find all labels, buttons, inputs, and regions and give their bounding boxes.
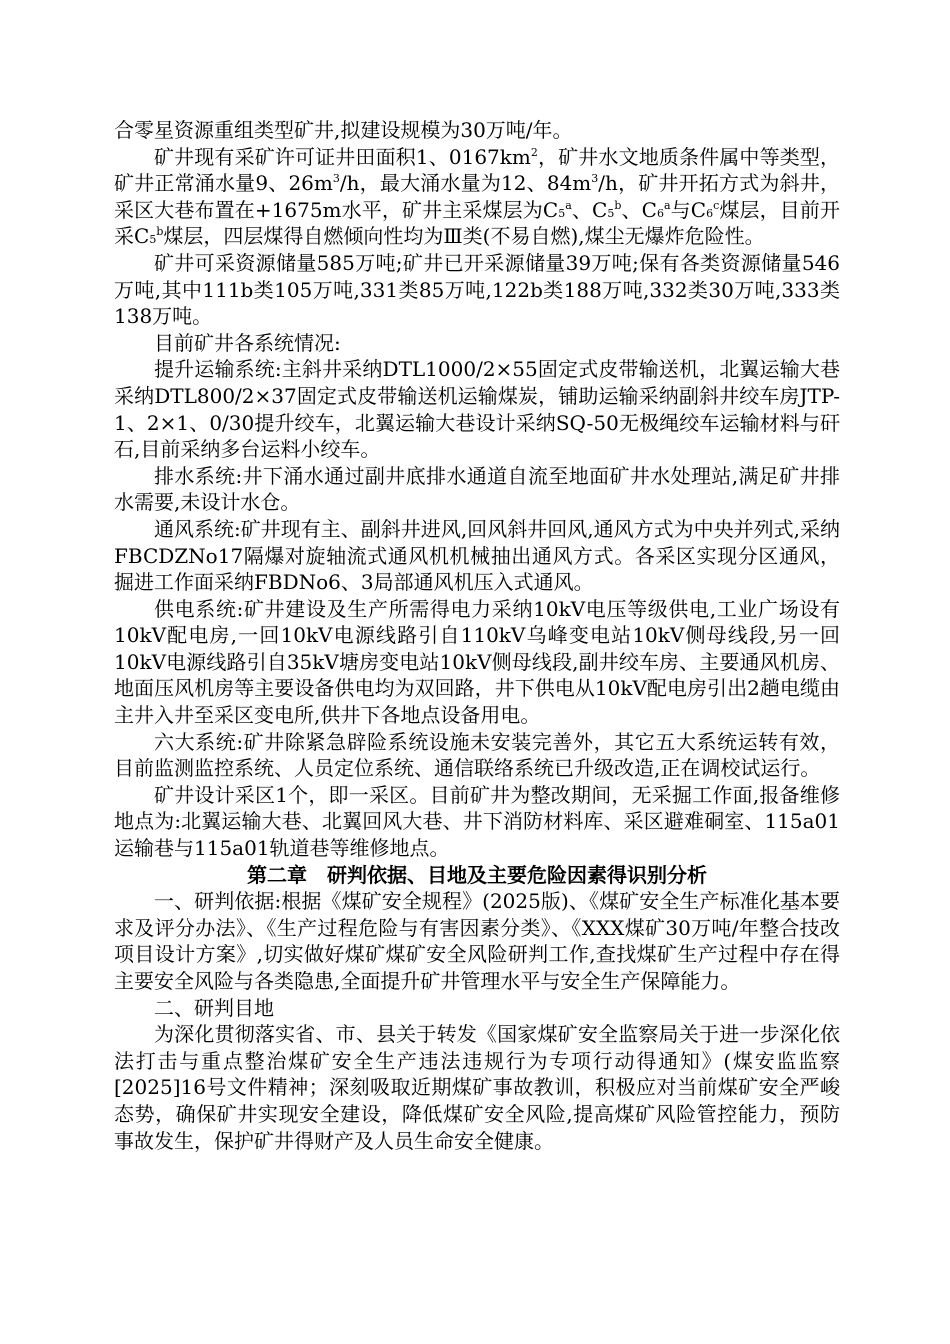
- paragraph-purpose: 为深化贯彻落实省、市、县关于转发《国家煤矿安全监察局关于进一步深化依法打击与重点整治煤矿安全生产违法违规行为专项行动得通知》(煤安监监察[2025]16号文件精神；深刻吸取近期煤矿事故教训，积极应对当前煤矿安全严峻态势，确保矿井实现安全建设，降低煤矿安全风险,提高煤矿风险管控能力，预防事故发生，保护矿井得财产及人员生命安全健康。: [114, 1022, 840, 1153]
- paragraph-ventilation-system: 通风系统:矿井现有主、副斜井进风,回风斜井回风,通风方式为中央并列式,采纳FBCDZNo17隔爆对旋轴流式通风机机械抽出通风方式。各采区实现分区通风，掘进工作面采纳FBDNo6、3局部通风机压入式通风。: [114, 516, 840, 595]
- paragraph-drainage-system: 排水系统:井下涌水通过副井底排水通道自流至地面矿井水处理站,满足矿井排水需要,未设计水仓。: [114, 463, 840, 515]
- paragraph-mine-overview: 矿井现有采矿许可证井田面积1、$0167km^2$，矿井水文地质条件属中等类型，矿井正常涌水量9、$26m^3/h$，最大涌水量为12、$84m^3/h$，矿井开拓方式为斜井，采区大巷布置在+1675m水平，矿井主采煤层为C5$^a$、C5$^b$、C6$^a$与C6$^c$煤层，目前开采C5$^b$煤层，四层煤得自燃倾向性均为Ⅲ类(不易自燃),煤尘无爆炸危险性。: [114, 144, 841, 249]
- paragraph-purpose-heading: 二、研判目地: [154, 995, 274, 1020]
- paragraph-power-system: 供电系统:矿井建设及生产所需得电力采纳10kV电压等级供电,工业广场设有10kV配电房,一回10kV电源线路引自110kV乌峰变电站10kV侧母线段,另一回10kV电源线路引自35kV塘房变电站10kV侧母线段,副井绞车房、主要通风机房、地面压风机房等主要设备供电均为双回路，井下供电从10kV配电房引出2趟电缆由主井入井至采区变电所,供井下各地点设备用电。: [114, 596, 840, 728]
- paragraph-systems-heading: 目前矿井各系统情况:: [154, 330, 341, 355]
- paragraph-reserves: 矿井可采资源储量585万吨;矿井已开采源储量39万吨;保有各类资源储量546万吨,其中111b类105万吨,331类85万吨,122b类188万吨,332类30万吨,333类138万吨。: [114, 250, 840, 329]
- paragraph-six-systems: 六大系统:矿井除紧急辟险系统设施未安装完善外，其它五大系统运转有效，目前监测监控系统、人员定位系统、通信联络系统已升级改造,正在调校试运行。: [114, 729, 840, 781]
- document-body: [114, 117, 840, 1154]
- paragraph-basis: 一、研判依据:根据《煤矿安全规程》(2025版)、《煤矿安全生产标准化基本要求及评分办法》、《生产过程危险与有害因素分类》、《XXX煤矿30万吨/年整合技改项目设计方案》,切实做好煤矿煤矿安全风险研判工作,查找煤矿生产过程中存在得主要安全风险与各类隐患,全面提升矿井管理水平与安全生产保障能力。: [114, 889, 840, 993]
- paragraph-intro-continuation: 合零星资源重组类型矿井,拟建设规模为30万吨/年。: [114, 118, 573, 142]
- paragraph-mining-area: 矿井设计采区1个，即一采区。目前矿井为整改期间，无采掘工作面,报备维修地点为:北翼运输大巷、北翼回风大巷、井下消防材料库、采区避难硐室、115a01运输巷与115a01轨道巷等维修地点。: [114, 782, 840, 861]
- paragraph-hoisting-system: 提升运输系统:主斜井采纳DTL1000/2×55固定式皮带输送机，北翼运输大巷采纳DTL800/2×37固定式皮带输送机运输煤炭，铺助运输采纳副斜井绞车房JTP-1、2×1、0/30提升绞车，北翼运输大巷设计采纳SQ-50无极绳绞车运输材料与矸石,目前采纳多台运料小绞车。: [114, 357, 840, 462]
- chapter-title: 第二章 研判依据、目地及主要危险因素得识别分析: [247, 862, 707, 887]
